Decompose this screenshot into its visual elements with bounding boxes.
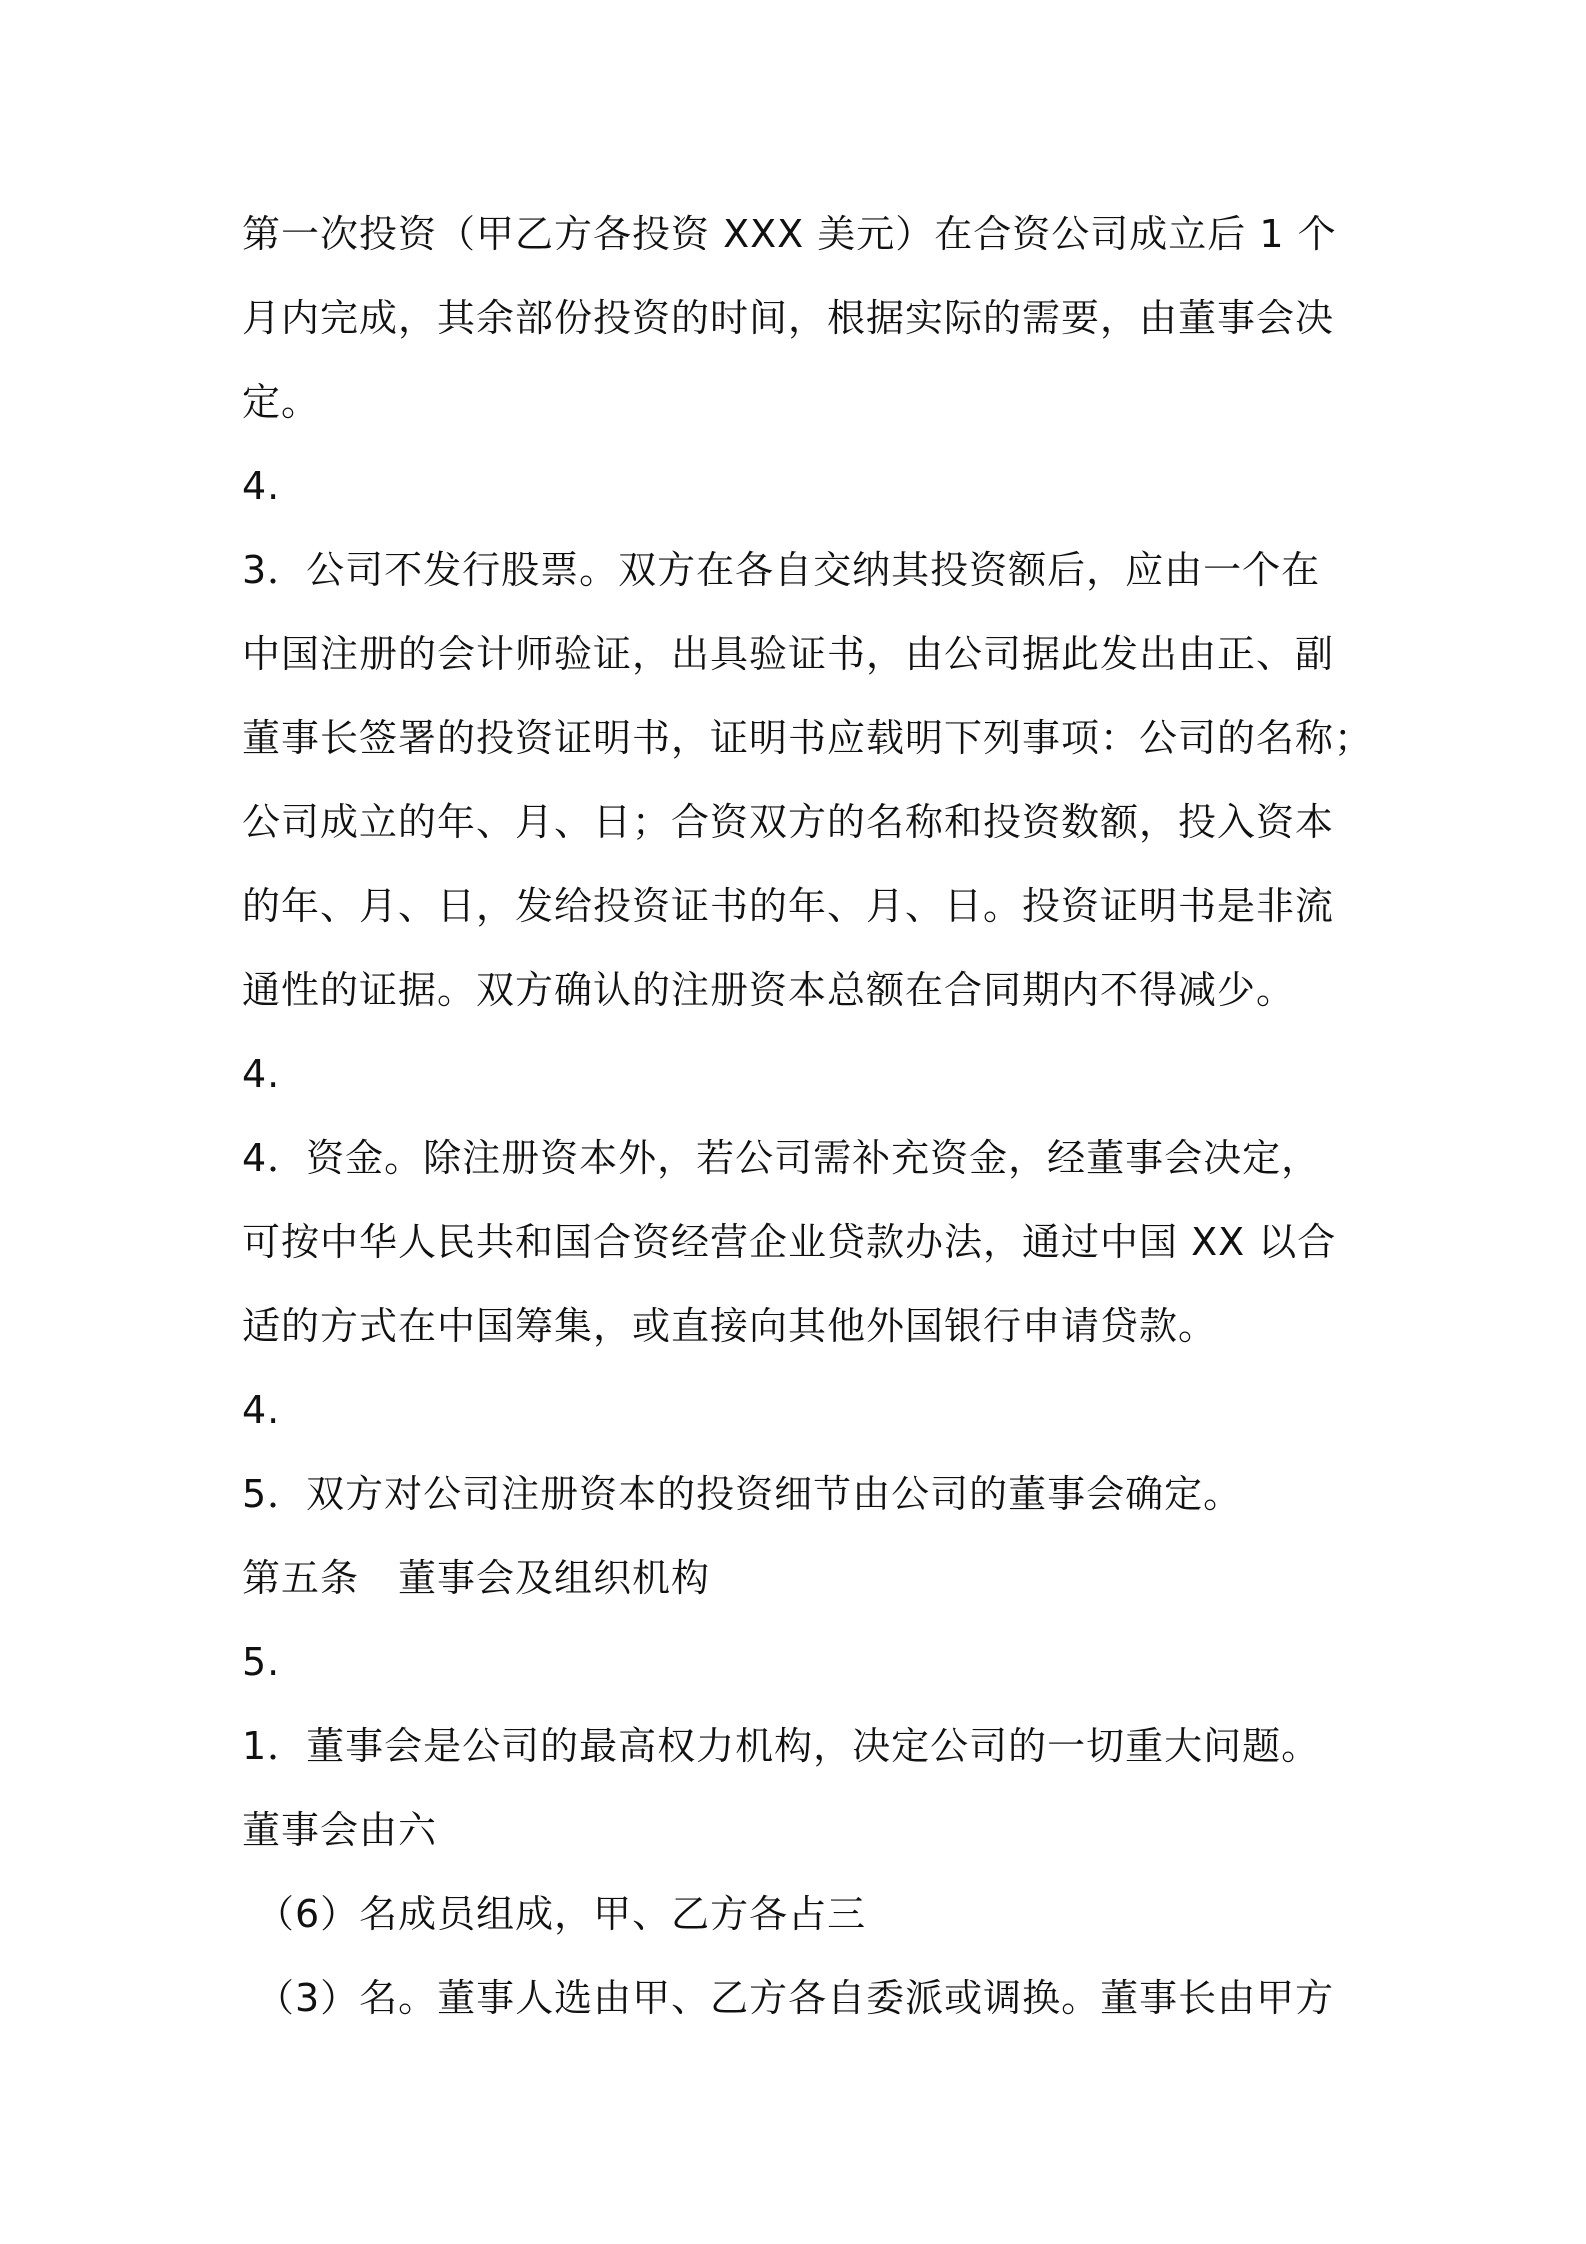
document-body <box>242 192 1374 2040</box>
text-line: 月内完成，其余部份投资的时间，根据实际的需要，由董事会决 <box>242 296 1335 340</box>
text-line: （6）名成员组成，甲、乙方各占三 <box>256 1892 867 1936</box>
section-number: 4. <box>242 1052 281 1096</box>
section-number: 5. <box>242 1640 281 1684</box>
section-number: 4. <box>242 1388 281 1432</box>
text-line: 可按中华人民共和国合资经营企业贷款办法，通过中国 XX 以合 <box>242 1220 1337 1264</box>
text-line: 董事会由六 <box>242 1808 438 1852</box>
article-heading: 第五条 董事会及组织机构 <box>242 1556 711 1600</box>
text-line: （3）名。董事人选由甲、乙方各自委派或调换。董事长由甲方 <box>256 1976 1335 2020</box>
text-line: 第一次投资（甲乙方各投资 XXX 美元）在合资公司成立后 1 个 <box>242 212 1337 256</box>
text-line: 1．董事会是公司的最高权力机构，决定公司的一切重大问题。 <box>242 1724 1321 1768</box>
section-number: 4. <box>242 464 281 508</box>
text-line: 董事长签署的投资证明书，证明书应载明下列事项：公司的名称； <box>242 716 1374 760</box>
text-line: 中国注册的会计师验证，出具验证书，由公司据此发出由正、副 <box>242 632 1335 676</box>
text-line: 4．资金。除注册资本外，若公司需补充资金，经董事会决定， <box>242 1136 1321 1180</box>
text-line: 3．公司不发行股票。双方在各自交纳其投资额后，应由一个在 <box>242 548 1321 592</box>
text-line: 的年、月、日，发给投资证书的年、月、日。投资证明书是非流 <box>242 884 1335 928</box>
text-line: 通性的证据。双方确认的注册资本总额在合同期内不得减少。 <box>242 968 1296 1012</box>
text-line: 定。 <box>242 380 321 424</box>
text-line: 公司成立的年、月、日；合资双方的名称和投资数额，投入资本 <box>242 800 1335 844</box>
text-line: 5．双方对公司注册资本的投资细节由公司的董事会确定。 <box>242 1472 1243 1516</box>
text-line: 适的方式在中国筹集，或直接向其他外国银行申请贷款。 <box>242 1304 1218 1348</box>
